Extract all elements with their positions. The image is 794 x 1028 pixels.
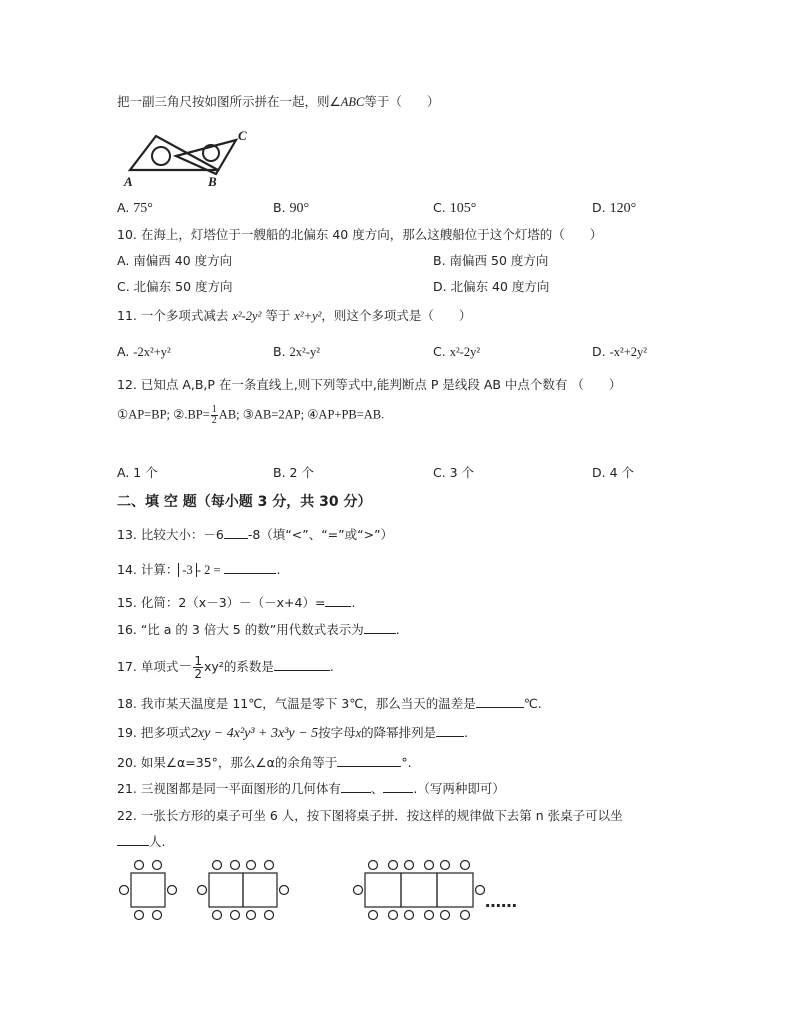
q21-stem: 21. 三视图都是同一平面图形的几何体有 、 .（写两种即可） <box>117 781 505 796</box>
q19-stem: 19. 把多项式2xy − 4x²y³ + 3x³y − 5按字母x的降幂排列是 . <box>117 725 469 741</box>
q11-option-a[interactable]: A. -2x²+y² <box>117 344 171 359</box>
q12-fraction: $\frac{1}{2}$ <box>211 404 217 426</box>
q15-answer-blank[interactable] <box>325 594 351 607</box>
triangle-left-hole <box>152 147 170 165</box>
q11-stem: 11. 一个多项式减去 x²-2y² 等于 x²+y²，则这个多项式是（ ） <box>117 308 472 323</box>
triangle-right <box>176 140 236 174</box>
q17-answer-blank[interactable] <box>274 658 330 671</box>
q12-stem: 12. 已知点 A,B,P 在一条直线上,则下列等式中,能判断点 P 是线段 AB 中点个数有 （ ） <box>117 377 622 392</box>
q9-angle-symbol: ∠ <box>329 94 341 109</box>
q14-absolute-value: -3 <box>178 563 196 577</box>
q9-text-tail: 等于（ ） <box>364 94 440 109</box>
q12-option-a[interactable]: A. 1 个 <box>117 465 158 480</box>
label-c: C <box>238 128 247 143</box>
q22-stem-2: 人. <box>117 833 165 850</box>
q18-answer-blank[interactable] <box>476 695 524 708</box>
label-a: A <box>124 174 133 189</box>
q9-option-a[interactable]: A. 75° <box>117 200 153 216</box>
q9-option-d[interactable]: D. 120° <box>592 200 637 216</box>
q17-stem: 17. 单项式－ $\frac{1}{2}$ xy²的系数是 . <box>117 654 334 681</box>
q10-option-a[interactable]: A. 南偏西 40 度方向 <box>117 253 233 268</box>
tables-3 <box>354 861 485 920</box>
q11-option-b[interactable]: B. 2x²-y² <box>273 344 320 359</box>
q10-option-b[interactable]: B. 南偏西 50 度方向 <box>433 253 549 268</box>
q10-stem: 10. 在海上，灯塔位于一艘船的北偏东 40 度方向，那么这艘船位于这个灯塔的（ ） <box>117 227 603 242</box>
q11-expression-1: x²-2y² <box>232 309 262 323</box>
triangle-left <box>130 136 218 170</box>
q12-conditions: ①AP=BP; ②.BP= $\frac{1}{2}$ AB; ③AB=2AP; ④AP+PB=AB. <box>117 404 385 426</box>
q12-option-d[interactable]: D. 4 个 <box>592 465 634 480</box>
q9-angle-name: ABC <box>340 95 365 109</box>
q13-stem: 13. 比较大小：－6 -8（填“<”、“=”或“>”） <box>117 527 394 542</box>
q19-answer-blank[interactable] <box>436 724 464 737</box>
q12-option-b[interactable]: B. 2 个 <box>273 465 314 480</box>
q14-stem: 14. 计算： -3 - 2 = . <box>117 562 281 577</box>
q20-answer-blank[interactable] <box>337 754 401 767</box>
label-b: B <box>208 174 217 189</box>
q11-option-c[interactable]: C. x²-2y² <box>433 344 481 359</box>
q9-option-c[interactable]: C. 105° <box>433 200 477 216</box>
q16-answer-blank[interactable] <box>364 621 396 634</box>
q11-expression-2: x²+y² <box>294 309 322 323</box>
q9-stem <box>117 94 439 110</box>
tables-2 <box>198 861 289 920</box>
q21-answer-blank-1[interactable] <box>341 780 371 793</box>
q20-stem: 20. 如果∠α=35°，那么∠α的余角等于 °. <box>117 755 412 770</box>
q14-answer-blank[interactable] <box>224 561 276 574</box>
tables-1 <box>120 861 177 920</box>
q21-answer-blank-2[interactable] <box>383 780 413 793</box>
q9-text: 把一副三角尺按如图所示拼在一起，则 <box>117 94 330 109</box>
q19-polynomial: 2xy − 4x²y³ + 3x³y − 5 <box>190 726 319 741</box>
continuation-dots: …… <box>485 892 517 911</box>
q16-stem: 16. “比 a 的 3 倍大 5 的数”用代数式表示为 . <box>117 622 400 637</box>
q15-stem: 15. 化简：2（x－3）－（－x+4）= . <box>117 595 356 610</box>
q9-triangle-figure <box>120 126 260 192</box>
q22-stem: 22. 一张长方形的桌子可坐 6 人，按下图将桌子拼．按这样的规律做下去第 n 张桌子可以坐 <box>117 808 623 823</box>
section-2-heading: 二、填 空 题（每小题 3 分，共 30 分） <box>117 494 372 510</box>
q17-fraction: $\frac{1}{2}$ <box>194 654 202 681</box>
q10-option-d[interactable]: D. 北偏东 40 度方向 <box>433 279 550 294</box>
q9-option-b[interactable]: B. 90° <box>273 200 310 216</box>
q10-option-c[interactable]: C. 北偏东 50 度方向 <box>117 279 233 294</box>
q18-stem: 18. 我市某天温度是 11℃，气温是零下 3℃，那么当天的温差是 ℃. <box>117 696 542 711</box>
q22-tables-figure <box>117 855 527 925</box>
q17-monomial: xy² <box>204 659 224 674</box>
q22-answer-blank[interactable] <box>117 833 149 846</box>
q11-option-d[interactable]: D. -x²+2y² <box>592 344 648 359</box>
q12-option-c[interactable]: C. 3 个 <box>433 465 475 480</box>
q13-answer-blank[interactable] <box>224 526 248 539</box>
